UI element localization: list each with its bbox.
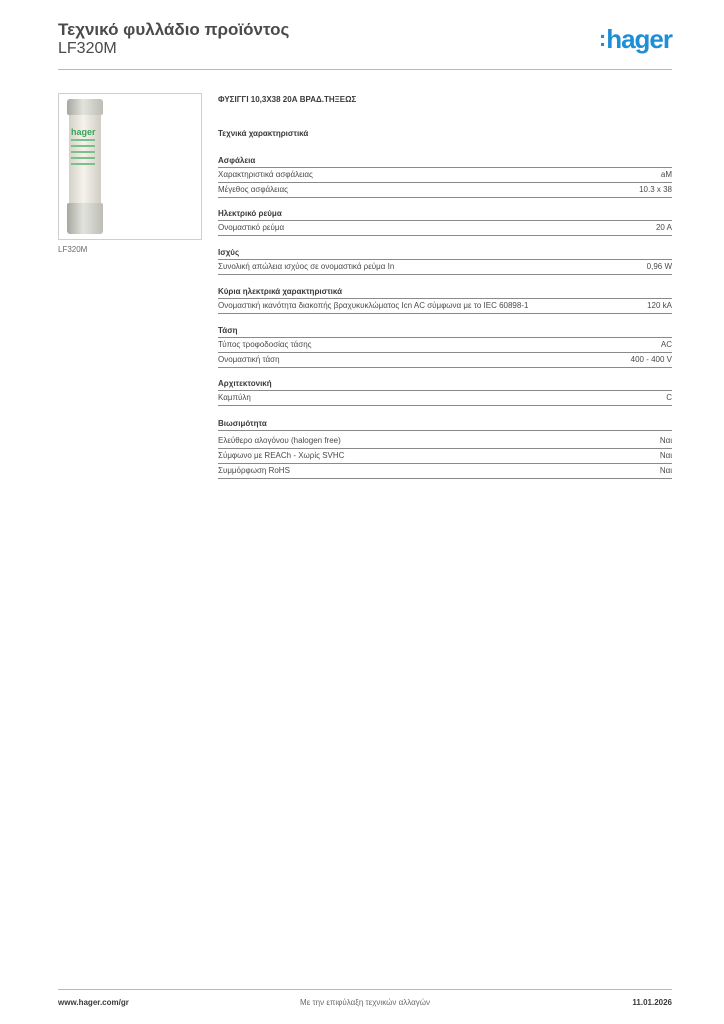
- section-sustainability: [218, 418, 672, 479]
- product-description: ΦΥΣΙΓΓΙ 10,3Χ38 20Α ΒΡΑΔ.ΤΗΞΕΩΣ: [218, 95, 357, 104]
- spec-row: [218, 299, 672, 314]
- section-voltage: [218, 325, 672, 368]
- section-power: [218, 247, 672, 275]
- spec-row: [218, 338, 672, 353]
- section-title: Βιωσιμότητα: [218, 418, 672, 431]
- hager-logo: [599, 26, 672, 52]
- logo-text: hager: [606, 24, 672, 54]
- image-caption: LF320M: [58, 245, 88, 254]
- spec-value: C: [666, 393, 672, 402]
- footer-note: Με την επιφύλαξη τεχνικών αλλαγών: [300, 998, 430, 1007]
- tech-heading: Τεχνικά χαρακτηριστικά: [218, 129, 309, 138]
- section-architecture: [218, 378, 672, 406]
- spec-row: [218, 260, 672, 275]
- spec-label: Τύπος τροφοδοσίας τάσης: [218, 340, 312, 349]
- spec-value: AC: [660, 340, 672, 349]
- document-title: Τεχνικό φυλλάδιο προϊόντος: [58, 20, 290, 39]
- spec-row: [218, 183, 672, 198]
- spec-value: 400 - 400 V: [630, 355, 672, 364]
- section-title: Τάση: [218, 325, 672, 338]
- spec-row: [218, 168, 672, 183]
- spec-label: Ονομαστική τάση: [218, 355, 280, 364]
- spec-label: Σύμφωνο με REACh - Χωρίς SVHC: [218, 451, 345, 460]
- page-header: [58, 20, 672, 70]
- spec-value: Ναι: [659, 451, 672, 460]
- fuse-label-lines: [71, 139, 95, 169]
- spec-row: [218, 391, 672, 406]
- spec-label: Καμπύλη: [218, 393, 251, 402]
- spec-row: [218, 434, 672, 449]
- page-footer: [58, 998, 672, 1010]
- section-title: Ισχύς: [218, 247, 672, 260]
- spec-label: Συνολική απώλεια ισχύος σε ονομαστικά ρεύμα In: [218, 262, 395, 271]
- spec-label: Ονομαστικό ρεύμα: [218, 223, 285, 232]
- spec-row: [218, 449, 672, 464]
- section-current: [218, 208, 672, 236]
- spec-row: [218, 353, 672, 368]
- spec-value: 0,96 W: [646, 262, 672, 271]
- section-title: Αρχιτεκτονική: [218, 378, 672, 391]
- spec-value: 10.3 x 38: [639, 185, 672, 194]
- spec-value: Ναι: [659, 466, 672, 475]
- spec-row: [218, 221, 672, 236]
- product-image: [58, 93, 202, 240]
- spec-label: Ελεύθερο αλογόνου (halogen free): [218, 436, 341, 445]
- spec-label: Χαρακτηριστικά ασφάλειας: [218, 170, 313, 179]
- section-title: Ηλεκτρικό ρεύμα: [218, 208, 672, 221]
- section-fuse: [218, 155, 672, 198]
- footer-url-link[interactable]: www.hager.com/gr: [58, 998, 129, 1007]
- fuse-brand-mark: hager: [71, 127, 96, 137]
- section-title: Κύρια ηλεκτρικά χαρακτηριστικά: [218, 286, 672, 299]
- header-divider: [58, 69, 672, 70]
- spec-label: Ονομαστική ικανότητα διακοπής βραχυκυκλώματος Icn AC σύμφωνα με το IEC 60898-1: [218, 301, 529, 310]
- section-title: Ασφάλεια: [218, 155, 672, 168]
- spec-row: [218, 464, 672, 479]
- spec-value: Ναι: [659, 436, 672, 445]
- spec-value: 120 kA: [647, 301, 672, 310]
- footer-date: 11.01.2026: [632, 998, 672, 1007]
- section-main-electrical: [218, 286, 672, 314]
- fuse-icon: [67, 99, 103, 234]
- spec-label: Μέγεθος ασφάλειας: [218, 185, 288, 194]
- fuse-cap-top: [67, 99, 103, 115]
- product-code: LF320M: [58, 40, 117, 57]
- fuse-cap-bottom: [67, 203, 103, 234]
- spec-label: Συμμόρφωση RoHS: [218, 466, 290, 475]
- spec-value: 20 A: [655, 223, 672, 232]
- logo-colon-icon: :: [598, 26, 606, 51]
- footer-divider: [58, 989, 672, 990]
- spec-value: aM: [660, 170, 672, 179]
